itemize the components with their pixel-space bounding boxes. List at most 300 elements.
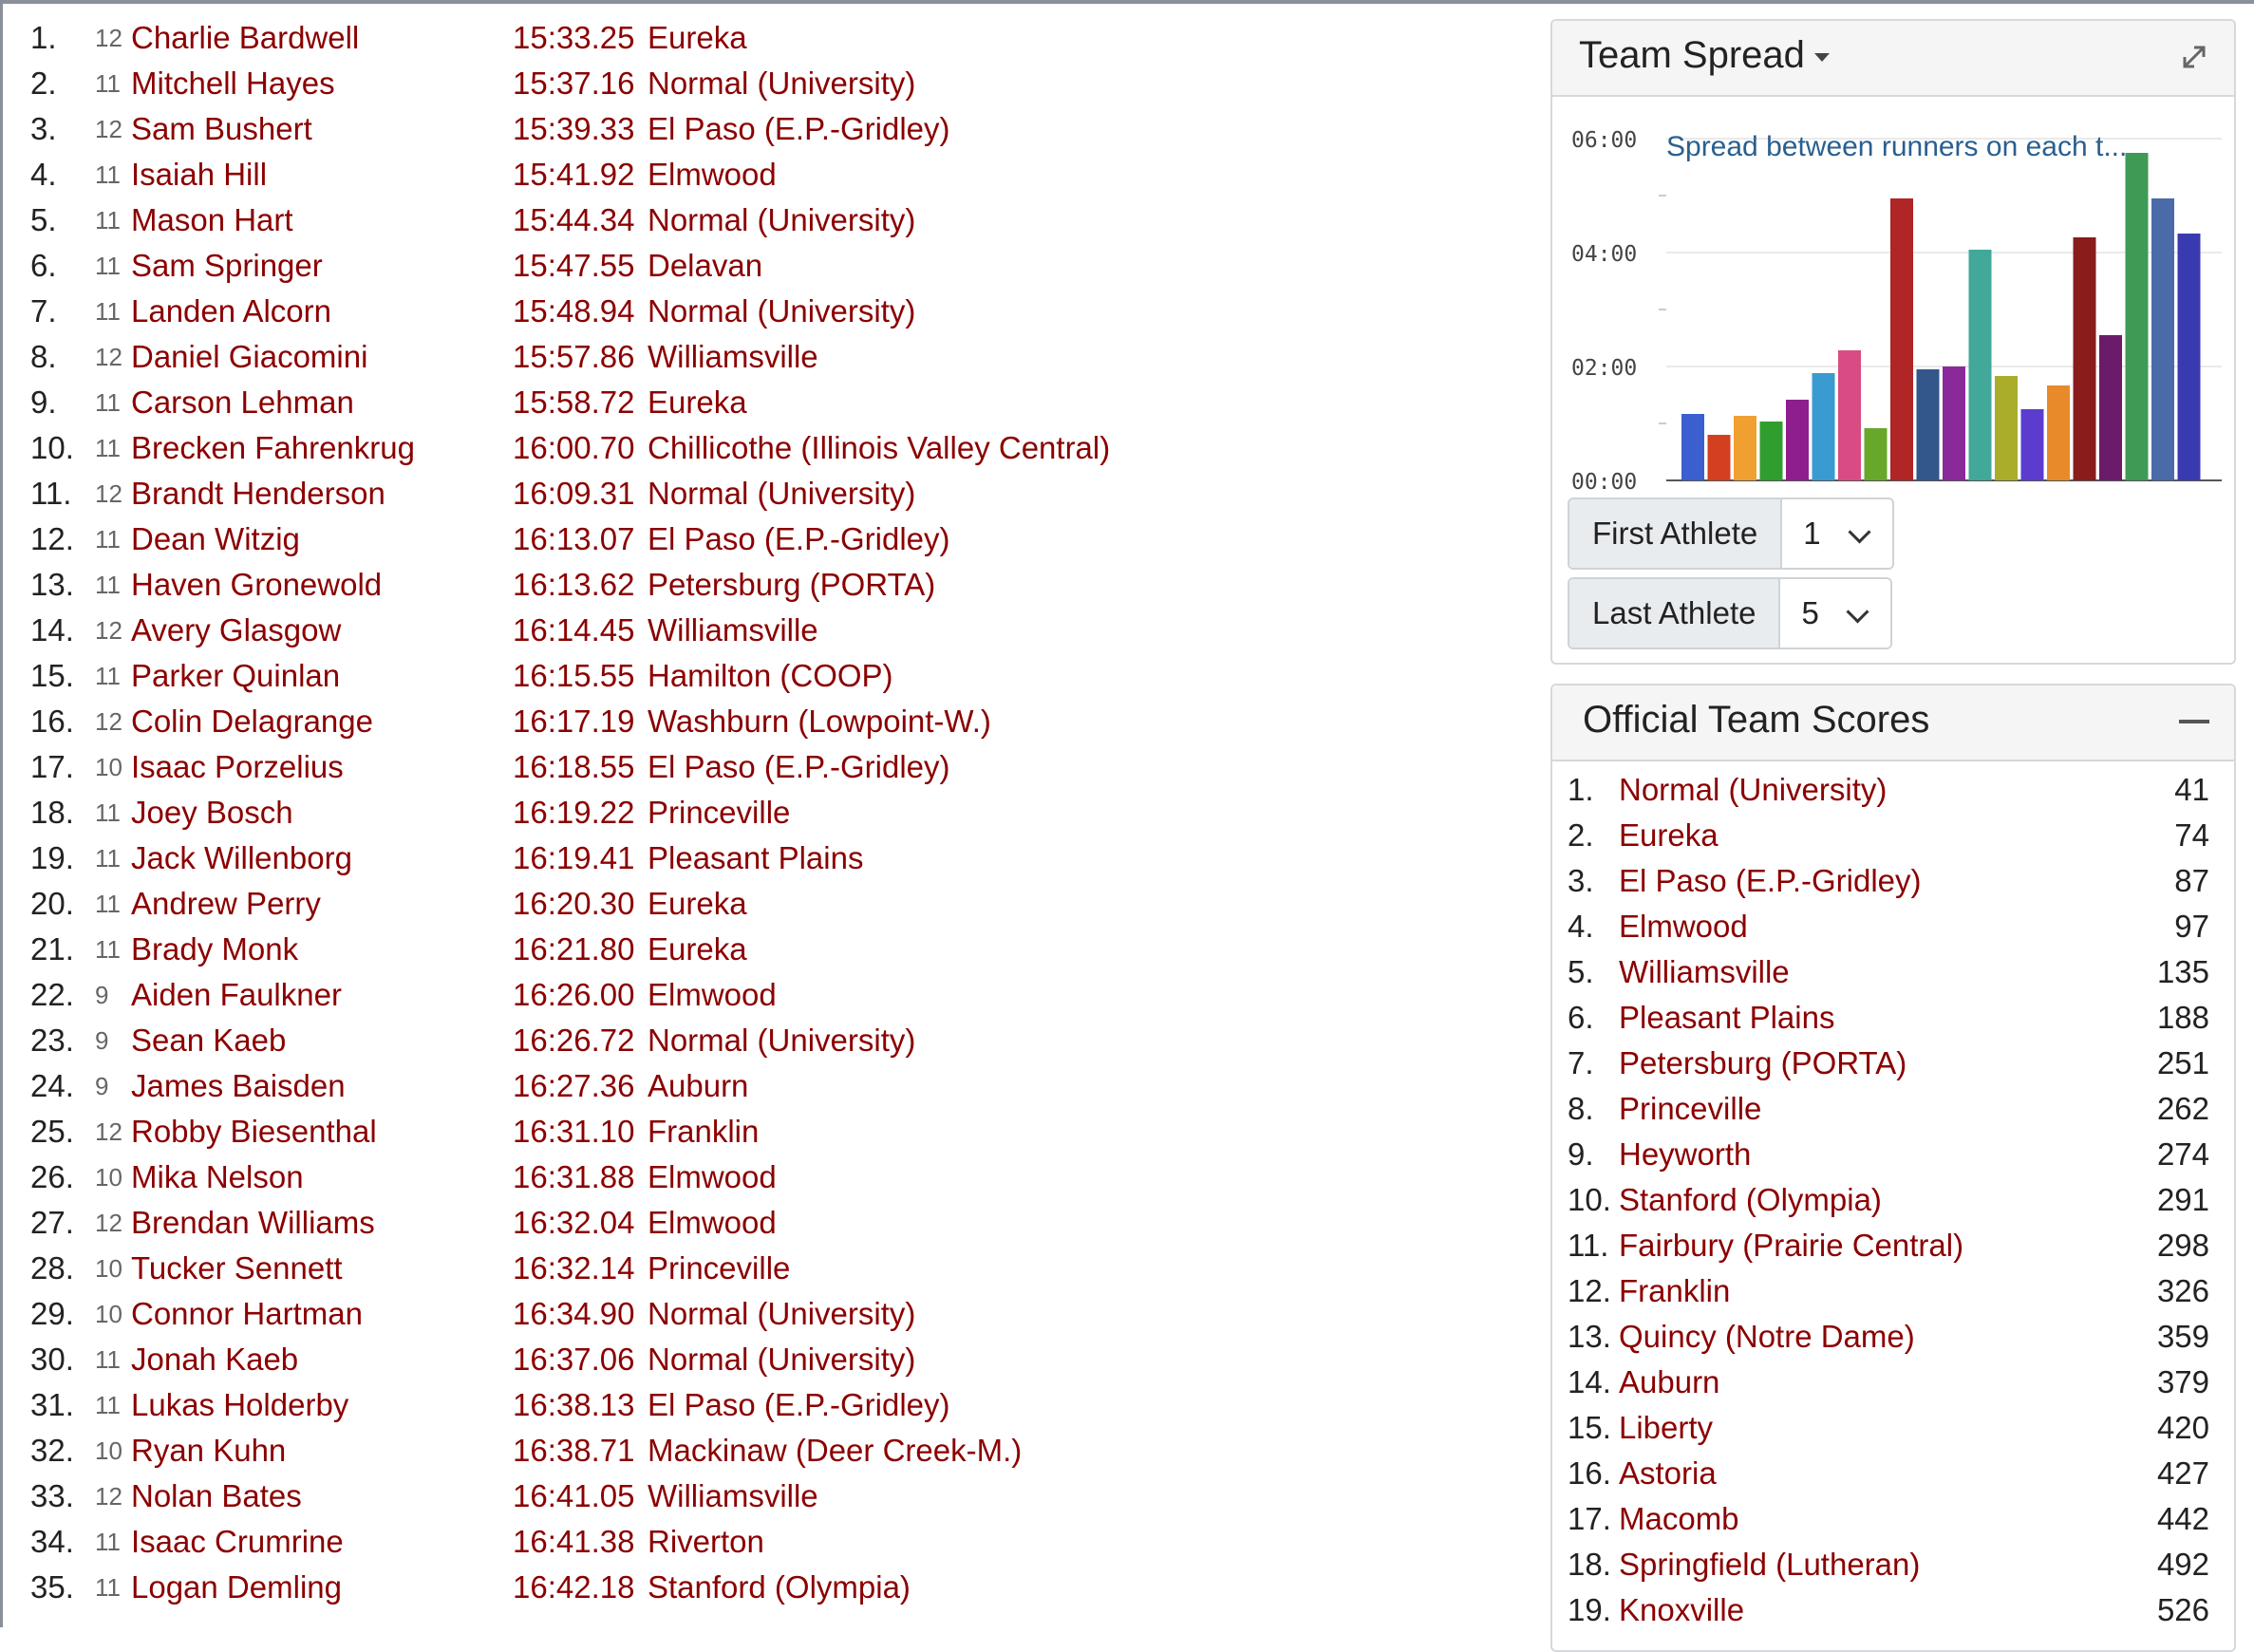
score-team-link[interactable]: Elmwood <box>1619 909 1748 944</box>
score-place: 14. <box>1568 1364 1611 1399</box>
team-name-link[interactable]: Elmwood <box>648 157 777 192</box>
result-time: 15:39.33 <box>513 111 635 146</box>
result-time: 15:48.94 <box>513 293 635 329</box>
team-name-link[interactable]: Eureka <box>648 20 747 55</box>
team-spread-title: Team Spread <box>1579 34 1805 76</box>
team-score-value: 359 <box>2156 1319 2209 1354</box>
team-score-value: 41 <box>2174 772 2209 807</box>
team-name-link[interactable]: Eureka <box>648 931 747 967</box>
team-name-link[interactable]: Elmwood <box>648 1159 777 1194</box>
result-grade: 9 <box>95 1026 109 1055</box>
chart-bar[interactable] <box>1865 428 1888 480</box>
result-row <box>0 653 1519 699</box>
result-row <box>0 1519 1519 1565</box>
result-place: 5. <box>30 202 57 237</box>
result-grade: 11 <box>95 571 121 599</box>
chart-bar[interactable] <box>1969 250 1992 480</box>
team-score-row <box>1552 1041 2234 1086</box>
result-place: 34. <box>30 1524 74 1559</box>
result-time: 15:44.34 <box>513 202 635 237</box>
result-row <box>0 562 1519 608</box>
result-row <box>0 1428 1519 1474</box>
athlete-name-link[interactable]: Dean Witzig <box>131 521 300 556</box>
athlete-name-link[interactable]: Tucker Sennett <box>131 1250 343 1286</box>
result-row <box>0 471 1519 516</box>
result-time: 16:19.22 <box>513 795 635 830</box>
athlete-name-link[interactable]: Haven Gronewold <box>131 567 383 602</box>
team-score-value: 97 <box>2174 909 2209 944</box>
team-score-row <box>1552 1223 2234 1268</box>
first-athlete-value: 1 <box>1803 516 1821 551</box>
team-name-link[interactable]: Eureka <box>648 385 747 420</box>
result-row <box>0 1018 1519 1063</box>
athlete-name-link[interactable]: Nolan Bates <box>131 1478 302 1513</box>
team-name-link[interactable]: Elmwood <box>648 1205 777 1240</box>
team-name-link[interactable]: Normal (University) <box>648 1342 916 1377</box>
team-score-row <box>1552 1405 2234 1451</box>
team-score-value: 135 <box>2156 954 2209 989</box>
team-name-link[interactable]: Delavan <box>648 248 763 283</box>
athlete-name-link[interactable]: Isaiah Hill <box>131 157 268 192</box>
last-athlete-value: 5 <box>1801 595 1819 630</box>
result-place: 11. <box>30 476 72 511</box>
result-row <box>0 15 1519 61</box>
result-place: 22. <box>30 977 74 1012</box>
result-row <box>0 790 1519 835</box>
team-score-row <box>1552 1360 2234 1405</box>
result-time: 16:32.14 <box>513 1250 635 1286</box>
team-name-link[interactable]: Petersburg (PORTA) <box>648 567 936 602</box>
team-name-link[interactable]: Williamsville <box>648 339 818 374</box>
result-place: 17. <box>30 749 74 784</box>
result-grade: 11 <box>95 935 121 964</box>
score-team-link[interactable]: Macomb <box>1619 1501 1739 1536</box>
athlete-name-link[interactable]: Jonah Kaeb <box>131 1342 299 1377</box>
result-grade: 10 <box>95 753 122 781</box>
first-athlete-select[interactable] <box>1782 499 1892 568</box>
team-score-row <box>1552 767 2234 813</box>
team-score-row <box>1552 949 2234 995</box>
team-name-link[interactable]: Pleasant Plains <box>648 840 864 875</box>
chart-bar[interactable] <box>1760 422 1783 480</box>
result-time: 16:00.70 <box>513 430 635 465</box>
result-row <box>0 1200 1519 1246</box>
score-place: 8. <box>1568 1091 1594 1126</box>
chart-bar[interactable] <box>1890 198 1913 480</box>
team-name-link[interactable]: Chillicothe (Illinois Valley Central) <box>648 430 1111 465</box>
result-place: 6. <box>30 248 57 283</box>
chart-bar[interactable] <box>1995 376 2018 480</box>
team-score-value: 427 <box>2156 1455 2209 1491</box>
result-time: 16:27.36 <box>513 1068 635 1103</box>
chart-bar[interactable] <box>2074 237 2096 480</box>
team-name-link[interactable]: Stanford (Olympia) <box>648 1569 911 1605</box>
result-place: 10. <box>30 430 74 465</box>
score-place: 11. <box>1568 1228 1609 1263</box>
athlete-name-link[interactable]: Landen Alcorn <box>131 293 332 329</box>
team-name-link[interactable]: Washburn (Lowpoint-W.) <box>648 704 991 739</box>
team-spread-dropdown[interactable] <box>1579 34 1830 77</box>
team-score-row <box>1552 1542 2234 1587</box>
result-grade: 11 <box>95 662 121 690</box>
result-row <box>0 1109 1519 1155</box>
chart-bar[interactable] <box>2021 409 2044 480</box>
result-place: 2. <box>30 66 57 101</box>
athlete-name-link[interactable]: Mika Nelson <box>131 1159 304 1194</box>
result-grade: 11 <box>95 1573 121 1602</box>
team-score-value: 492 <box>2156 1547 2209 1582</box>
team-scores-title: Official Team Scores <box>1583 699 1930 741</box>
athlete-name-link[interactable]: Brady Monk <box>131 931 299 967</box>
score-team-link[interactable]: Astoria <box>1619 1455 1717 1491</box>
score-team-link[interactable]: Normal (University) <box>1619 772 1888 807</box>
results-list <box>0 15 1519 1610</box>
y-tick-label: 02:00 <box>1571 356 1638 381</box>
team-score-value: 188 <box>2156 1000 2209 1035</box>
result-grade: 12 <box>95 616 122 645</box>
result-grade: 12 <box>95 1482 122 1511</box>
team-name-link[interactable]: Elmwood <box>648 977 777 1012</box>
last-athlete-select[interactable] <box>1780 579 1890 648</box>
result-grade: 11 <box>95 160 121 189</box>
chevron-down-icon <box>1847 600 1869 623</box>
result-row <box>0 1565 1519 1610</box>
chart-title: Spread between runners on each t... <box>1666 131 2128 162</box>
athlete-name-link[interactable]: James Baisden <box>131 1068 346 1103</box>
chart-bar[interactable] <box>1838 350 1861 480</box>
score-place: 18. <box>1568 1547 1611 1582</box>
result-grade: 12 <box>95 115 122 143</box>
team-name-link[interactable]: El Paso (E.P.-Gridley) <box>648 1387 950 1422</box>
result-place: 16. <box>30 704 74 739</box>
result-place: 12. <box>30 521 74 556</box>
result-place: 26. <box>30 1159 74 1194</box>
score-team-link[interactable]: Franklin <box>1619 1273 1731 1308</box>
score-team-link[interactable]: Auburn <box>1619 1364 1720 1399</box>
result-grade: 11 <box>95 798 121 827</box>
score-team-link[interactable]: Eureka <box>1619 817 1719 853</box>
score-team-link[interactable]: Petersburg (PORTA) <box>1619 1045 1907 1080</box>
result-row <box>0 1474 1519 1519</box>
chart-bar[interactable] <box>1917 369 1940 480</box>
team-score-row <box>1552 904 2234 949</box>
result-grade: 11 <box>95 1391 121 1419</box>
team-score-row <box>1552 1132 2234 1177</box>
athlete-name-link[interactable]: Daniel Giacomini <box>131 339 368 374</box>
team-name-link[interactable]: Riverton <box>648 1524 764 1559</box>
team-score-value: 274 <box>2156 1136 2209 1172</box>
result-time: 16:13.07 <box>513 521 635 556</box>
team-score-row <box>1552 995 2234 1041</box>
result-row <box>0 197 1519 243</box>
team-scores-panel <box>1550 684 2236 1652</box>
result-place: 7. <box>30 293 57 329</box>
team-name-link[interactable]: Mackinaw (Deer Creek-M.) <box>648 1433 1023 1468</box>
result-place: 13. <box>30 567 74 602</box>
team-name-link[interactable]: Auburn <box>648 1068 749 1103</box>
score-team-link[interactable]: Springfield (Lutheran) <box>1619 1547 1921 1582</box>
athlete-name-link[interactable]: Charlie Bardwell <box>131 20 360 55</box>
team-score-value: 326 <box>2156 1273 2209 1308</box>
result-row <box>0 61 1519 106</box>
athlete-name-link[interactable]: Isaac Crumrine <box>131 1524 344 1559</box>
result-grade: 11 <box>95 388 121 417</box>
athlete-name-link[interactable]: Carson Lehman <box>131 385 354 420</box>
athlete-name-link[interactable]: Jack Willenborg <box>131 840 352 875</box>
result-row <box>0 744 1519 790</box>
athlete-name-link[interactable]: Lukas Holderby <box>131 1387 349 1422</box>
chart-bar[interactable] <box>1786 400 1809 480</box>
result-time: 15:58.72 <box>513 385 635 420</box>
result-row <box>0 289 1519 334</box>
score-team-link[interactable]: Williamsville <box>1619 954 1790 989</box>
result-time: 15:47.55 <box>513 248 635 283</box>
score-team-link[interactable]: Heyworth <box>1619 1136 1752 1172</box>
athlete-name-link[interactable]: Avery Glasgow <box>131 612 342 648</box>
team-score-row <box>1552 1177 2234 1223</box>
athlete-name-link[interactable]: Andrew Perry <box>131 886 321 921</box>
result-row <box>0 1337 1519 1382</box>
result-row <box>0 927 1519 972</box>
score-team-link[interactable]: Pleasant Plains <box>1619 1000 1835 1035</box>
athlete-name-link[interactable]: Mitchell Hayes <box>131 66 335 101</box>
result-row <box>0 1291 1519 1337</box>
team-name-link[interactable]: Normal (University) <box>648 1023 916 1058</box>
score-place: 9. <box>1568 1136 1594 1172</box>
chart-bar[interactable] <box>1813 373 1835 480</box>
team-score-value: 526 <box>2156 1592 2209 1627</box>
score-team-link[interactable]: Fairbury (Prairie Central) <box>1619 1228 1964 1263</box>
score-place: 19. <box>1568 1592 1611 1627</box>
team-score-value: 298 <box>2156 1228 2209 1263</box>
chart-bar[interactable] <box>1943 366 1965 480</box>
score-place: 3. <box>1568 863 1594 898</box>
chevron-down-icon <box>1849 520 1871 543</box>
result-grade: 9 <box>95 1072 109 1100</box>
result-time: 16:37.06 <box>513 1342 635 1377</box>
result-time: 15:37.16 <box>513 66 635 101</box>
score-place: 12. <box>1568 1273 1611 1308</box>
team-spread-panel <box>1550 19 2236 665</box>
result-place: 3. <box>30 111 57 146</box>
minus-icon[interactable] <box>2179 720 2209 723</box>
athlete-name-link[interactable]: Aiden Faulkner <box>131 977 342 1012</box>
result-place: 28. <box>30 1250 74 1286</box>
result-grade: 12 <box>95 1209 122 1237</box>
result-time: 16:41.05 <box>513 1478 635 1513</box>
window-top-border <box>0 0 2254 4</box>
result-row <box>0 380 1519 425</box>
team-name-link[interactable]: El Paso (E.P.-Gridley) <box>648 521 950 556</box>
last-athlete-group <box>1568 577 1892 649</box>
team-score-row <box>1552 1496 2234 1542</box>
team-scores-header <box>1552 685 2234 761</box>
athlete-name-link[interactable]: Ryan Kuhn <box>131 1433 287 1468</box>
chart-bar[interactable] <box>2151 198 2174 480</box>
chart-bar[interactable] <box>1734 416 1756 480</box>
result-row <box>0 608 1519 653</box>
first-athlete-label: First Athlete <box>1569 499 1782 568</box>
team-name-link[interactable]: Normal (University) <box>648 66 916 101</box>
score-team-link[interactable]: Quincy (Notre Dame) <box>1619 1319 1915 1354</box>
athlete-name-link[interactable]: Sam Bushert <box>131 111 312 146</box>
result-place: 33. <box>30 1478 74 1513</box>
team-name-link[interactable]: Franklin <box>648 1114 760 1149</box>
chart-bar[interactable] <box>2047 385 2070 480</box>
result-place: 20. <box>30 886 74 921</box>
result-row <box>0 152 1519 197</box>
result-place: 14. <box>30 612 74 648</box>
team-score-value: 74 <box>2174 817 2209 853</box>
score-place: 2. <box>1568 817 1594 853</box>
athlete-name-link[interactable]: Mason Hart <box>131 202 293 237</box>
athlete-name-link[interactable]: Joey Bosch <box>131 795 293 830</box>
athlete-name-link[interactable]: Connor Hartman <box>131 1296 363 1331</box>
result-row <box>0 243 1519 289</box>
result-row <box>0 835 1519 881</box>
result-grade: 10 <box>95 1254 122 1283</box>
team-name-link[interactable]: Normal (University) <box>648 476 916 511</box>
team-score-value: 262 <box>2156 1091 2209 1126</box>
athlete-name-link[interactable]: Brandt Henderson <box>131 476 385 511</box>
score-place: 15. <box>1568 1410 1611 1445</box>
result-time: 16:26.00 <box>513 977 635 1012</box>
result-row <box>0 881 1519 927</box>
team-scores-list <box>1552 767 2234 1633</box>
result-place: 30. <box>30 1342 74 1377</box>
result-time: 16:32.04 <box>513 1205 635 1240</box>
score-place: 7. <box>1568 1045 1594 1080</box>
score-team-link[interactable]: Stanford (Olympia) <box>1619 1182 1882 1217</box>
result-place: 8. <box>30 339 57 374</box>
chart-bar[interactable] <box>2178 234 2201 480</box>
score-team-link[interactable]: Princeville <box>1619 1091 1762 1126</box>
result-time: 16:13.62 <box>513 567 635 602</box>
team-score-value: 251 <box>2156 1045 2209 1080</box>
team-spread-header <box>1552 21 2234 97</box>
team-name-link[interactable]: El Paso (E.P.-Gridley) <box>648 111 950 146</box>
team-score-row <box>1552 1268 2234 1314</box>
score-place: 17. <box>1568 1501 1611 1536</box>
result-row <box>0 699 1519 744</box>
score-place: 1. <box>1568 772 1594 807</box>
team-name-link[interactable]: Normal (University) <box>648 202 916 237</box>
result-grade: 12 <box>95 343 122 371</box>
first-athlete-group <box>1568 497 1894 570</box>
team-name-link[interactable]: Normal (University) <box>648 1296 916 1331</box>
result-place: 18. <box>30 795 74 830</box>
result-grade: 11 <box>95 297 121 326</box>
score-place: 13. <box>1568 1319 1611 1354</box>
team-score-row <box>1552 813 2234 858</box>
result-grade: 11 <box>95 434 121 462</box>
score-team-link[interactable]: Knoxville <box>1619 1592 1745 1627</box>
result-row <box>0 1246 1519 1291</box>
athlete-name-link[interactable]: Brendan Williams <box>131 1205 375 1240</box>
result-time: 16:34.90 <box>513 1296 635 1331</box>
team-score-row <box>1552 1086 2234 1132</box>
result-time: 16:18.55 <box>513 749 635 784</box>
result-time: 16:21.80 <box>513 931 635 967</box>
result-row <box>0 1063 1519 1109</box>
score-team-link[interactable]: Liberty <box>1619 1410 1714 1445</box>
result-time: 16:26.72 <box>513 1023 635 1058</box>
result-time: 16:41.38 <box>513 1524 635 1559</box>
result-grade: 11 <box>95 252 121 280</box>
result-place: 25. <box>30 1114 74 1149</box>
chart-bar[interactable] <box>1708 435 1731 480</box>
team-score-value: 87 <box>2174 863 2209 898</box>
result-place: 9. <box>30 385 57 420</box>
result-time: 16:42.18 <box>513 1569 635 1605</box>
team-score-row <box>1552 1451 2234 1496</box>
result-place: 24. <box>30 1068 74 1103</box>
result-time: 16:15.55 <box>513 658 635 693</box>
athlete-name-link[interactable]: Sam Springer <box>131 248 323 283</box>
athlete-name-link[interactable]: Robby Biesenthal <box>131 1114 377 1149</box>
team-name-link[interactable]: Williamsville <box>648 1478 818 1513</box>
team-score-value: 291 <box>2156 1182 2209 1217</box>
chart-bar[interactable] <box>2126 153 2149 480</box>
expand-icon[interactable] <box>2177 40 2211 74</box>
score-place: 4. <box>1568 909 1594 944</box>
result-row <box>0 972 1519 1018</box>
result-row <box>0 516 1519 562</box>
athlete-name-link[interactable]: Brecken Fahrenkrug <box>131 430 415 465</box>
result-place: 19. <box>30 840 74 875</box>
team-name-link[interactable]: Hamilton (COOP) <box>648 658 893 693</box>
y-tick-label: 04:00 <box>1571 242 1638 267</box>
team-name-link[interactable]: Williamsville <box>648 612 818 648</box>
result-time: 16:17.19 <box>513 704 635 739</box>
team-name-link[interactable]: Eureka <box>648 886 747 921</box>
athlete-name-link[interactable]: Parker Quinlan <box>131 658 341 693</box>
result-place: 21. <box>30 931 74 967</box>
team-name-link[interactable]: Princeville <box>648 795 791 830</box>
result-grade: 10 <box>95 1436 122 1465</box>
chart-bar[interactable] <box>2099 335 2122 480</box>
result-grade: 11 <box>95 1345 121 1374</box>
result-time: 16:38.71 <box>513 1433 635 1468</box>
result-time: 15:41.92 <box>513 157 635 192</box>
athlete-name-link[interactable]: Sean Kaeb <box>131 1023 287 1058</box>
result-place: 31. <box>30 1387 74 1422</box>
result-row <box>0 334 1519 380</box>
chart-bar[interactable] <box>1681 414 1704 480</box>
result-grade: 11 <box>95 69 121 98</box>
athlete-name-link[interactable]: Logan Demling <box>131 1569 342 1605</box>
result-time: 16:31.88 <box>513 1159 635 1194</box>
team-name-link[interactable]: Normal (University) <box>648 293 916 329</box>
last-athlete-label: Last Athlete <box>1569 579 1780 648</box>
result-grade: 12 <box>95 1117 122 1146</box>
result-row <box>0 425 1519 471</box>
y-tick-label: 00:00 <box>1571 470 1638 495</box>
result-grade: 11 <box>95 890 121 918</box>
result-time: 15:57.86 <box>513 339 635 374</box>
result-place: 35. <box>30 1569 74 1605</box>
result-grade: 11 <box>95 1528 121 1556</box>
result-grade: 12 <box>95 24 122 52</box>
athlete-name-link[interactable]: Colin Delagrange <box>131 704 373 739</box>
team-score-row <box>1552 858 2234 904</box>
score-place: 16. <box>1568 1455 1611 1491</box>
score-team-link[interactable]: El Paso (E.P.-Gridley) <box>1619 863 1922 898</box>
team-name-link[interactable]: El Paso (E.P.-Gridley) <box>648 749 950 784</box>
team-name-link[interactable]: Princeville <box>648 1250 791 1286</box>
result-place: 23. <box>30 1023 74 1058</box>
athlete-name-link[interactable]: Isaac Porzelius <box>131 749 344 784</box>
